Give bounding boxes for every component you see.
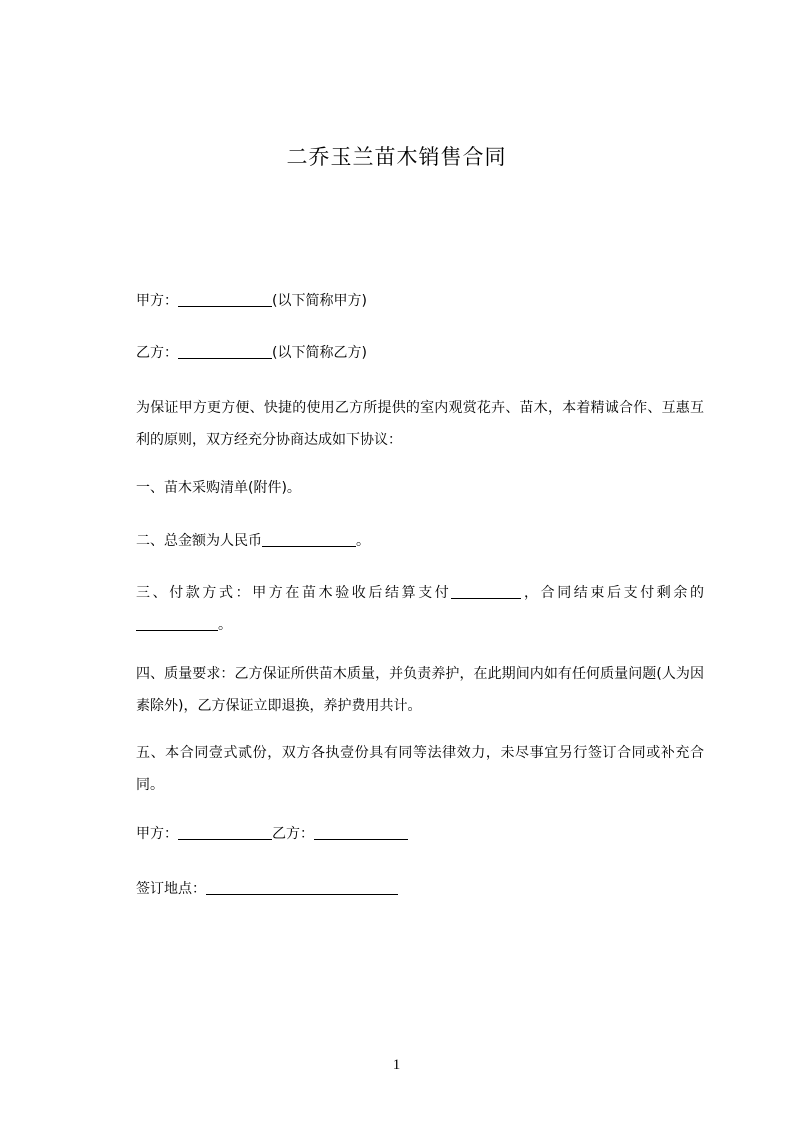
clause-3-end: 。 [218, 617, 232, 633]
clause-2-text: 二、总金额为人民币 [136, 533, 262, 549]
signature-party-a-label: 甲方： [136, 826, 178, 842]
signature-party-a-blank[interactable] [178, 824, 272, 840]
clause-3-prefix: 三、付款方式：甲方在苗木验收后结算支付 [136, 585, 452, 601]
clause-5: 五、本合同壹式贰份，双方各执壹份具有同等法律效力，未尽事宜另行签订合同或补充合同。 [136, 745, 704, 793]
party-a-label: 甲方： [136, 293, 178, 309]
location-line [136, 878, 736, 900]
clause-4: 四、质量要求：乙方保证所供苗木质量，并负责养护，在此期间内如有任何质量问题(人为因素除外)，乙方保证立即退换，养护费用共计。 [136, 666, 704, 714]
document-title: 二乔玉兰苗木销售合同 [286, 145, 507, 169]
party-a-blank[interactable] [178, 291, 272, 307]
party-b-suffix: (以下简称乙方) [272, 345, 367, 361]
party-b-blank[interactable] [178, 343, 272, 359]
clause-1: 一、苗木采购清单(附件)。 [136, 480, 301, 496]
page-number: 1 [392, 1057, 401, 1073]
clause-3-middle: ，合同结束后支付剩余的 [521, 585, 705, 601]
party-a-line [136, 290, 736, 312]
party-a-suffix: (以下简称甲方) [272, 293, 367, 309]
first-payment-blank[interactable] [451, 583, 521, 599]
location-blank[interactable] [206, 879, 398, 895]
signature-party-b-label: 乙方： [272, 826, 314, 842]
total-amount-blank[interactable] [262, 531, 356, 547]
intro-paragraph: 为保证甲方更方便、快捷的使用乙方所提供的室内观赏花卉、苗木，本着精诚合作、互惠互利的原则，双方经充分协商达成如下协议： [136, 400, 704, 448]
clause-3 [104, 577, 704, 641]
location-label: 签订地点： [136, 881, 206, 897]
clause-2-end: 。 [356, 533, 370, 549]
clause-2 [136, 530, 736, 552]
signature-party-b-blank[interactable] [314, 824, 408, 840]
remaining-payment-blank[interactable] [136, 615, 218, 631]
party-b-label: 乙方： [136, 345, 178, 361]
signature-line [136, 823, 736, 845]
party-b-line [136, 342, 736, 364]
